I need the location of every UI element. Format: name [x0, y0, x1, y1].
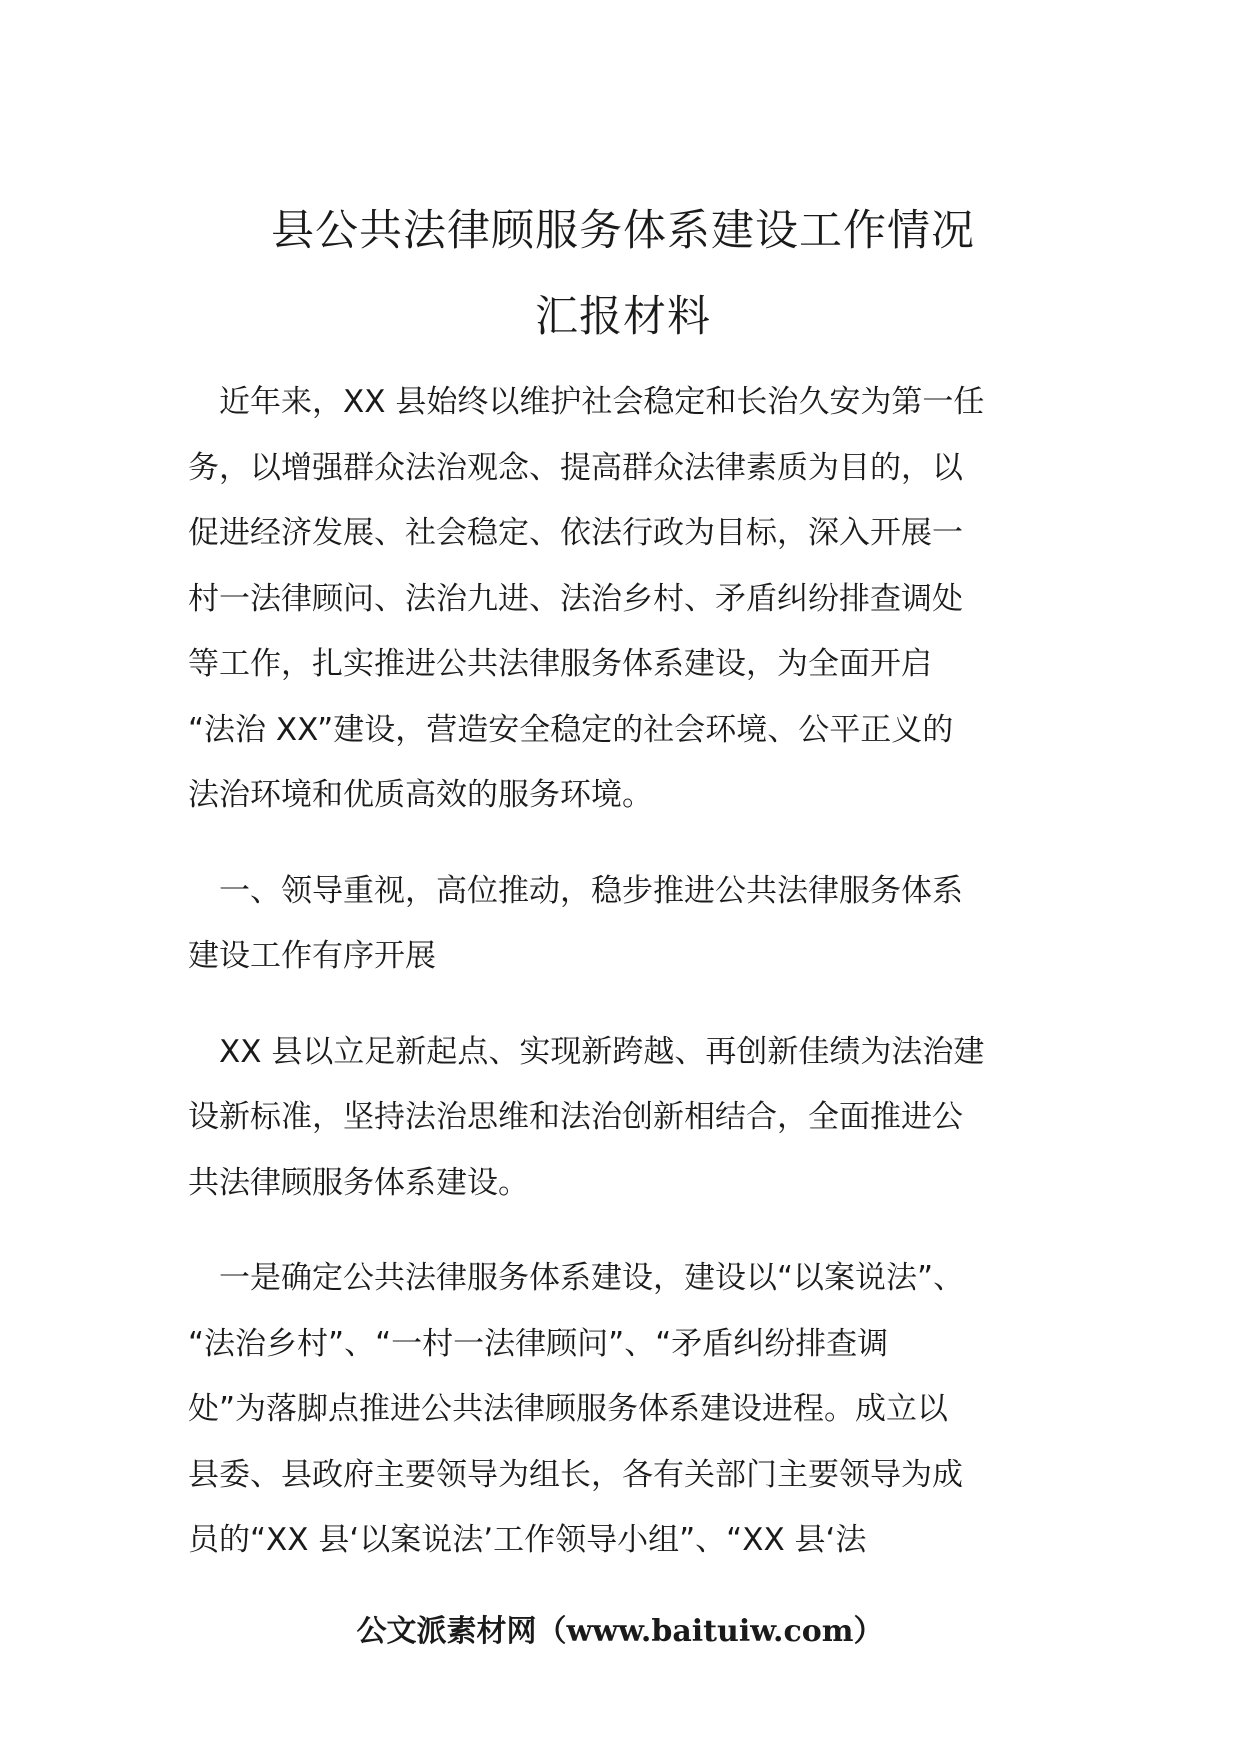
text-line: 村一法律顾问、法治九进、法治乡村、矛盾纠纷排查调处	[188, 580, 963, 617]
text-line: 一是确定公共法律服务体系建设，建设以“以案说法”、	[188, 1260, 965, 1296]
title-line-2: 汇报材料	[535, 292, 711, 342]
text-line: 县委、县政府主要领导为组长，各有关部门主要领导为成	[188, 1456, 963, 1493]
text-line: 设新标准，坚持法治思维和法治创新相结合，全面推进公	[188, 1099, 963, 1135]
paragraph-section-1	[188, 1020, 1058, 1217]
title-line-1: 县公共法律顾服务体系建设工作情况	[271, 206, 975, 256]
text-line: 建设工作有序开展	[188, 938, 436, 974]
footer-watermark: 公文派素材网（www.baituiw.com）	[356, 1614, 884, 1649]
text-line: 员的“XX 县‘以案说法’工作领导小组”、“XX 县‘法	[188, 1522, 867, 1558]
text-line: 共法律顾服务体系建设。	[188, 1164, 529, 1201]
paragraph-point-1	[188, 1246, 1058, 1574]
text-line: 等工作，扎实推进公共法律服务体系建设，为全面开启	[188, 646, 932, 682]
section-heading-1	[188, 859, 1058, 990]
document-title	[188, 188, 1058, 360]
document-body	[188, 370, 1058, 1574]
text-line: “法治 XX”建设，营造安全稳定的社会环境、公平正义的	[188, 711, 954, 748]
text-line: 近年来，XX 县始终以维护社会稳定和长治久安为第一任	[188, 384, 985, 420]
text-line: 一、领导重视，高位推动，稳步推进公共法律服务体系	[188, 872, 963, 909]
text-line: “法治乡村”、“一村一法律顾问”、“矛盾纠纷排查调	[188, 1325, 889, 1362]
paragraph-intro	[188, 370, 1058, 829]
text-line: 务，以增强群众法治观念、提高群众法律素质为目的，以	[188, 449, 963, 486]
text-line: 促进经济发展、社会稳定、依法行政为目标，深入开展一	[188, 515, 963, 551]
text-line: 处”为落脚点推进公共法律顾服务体系建设进程。成立以	[188, 1391, 949, 1427]
text-line: 法治环境和优质高效的服务环境。	[188, 777, 653, 813]
text-line: XX 县以立足新起点、实现新跨越、再创新佳绩为法治建	[188, 1033, 985, 1070]
